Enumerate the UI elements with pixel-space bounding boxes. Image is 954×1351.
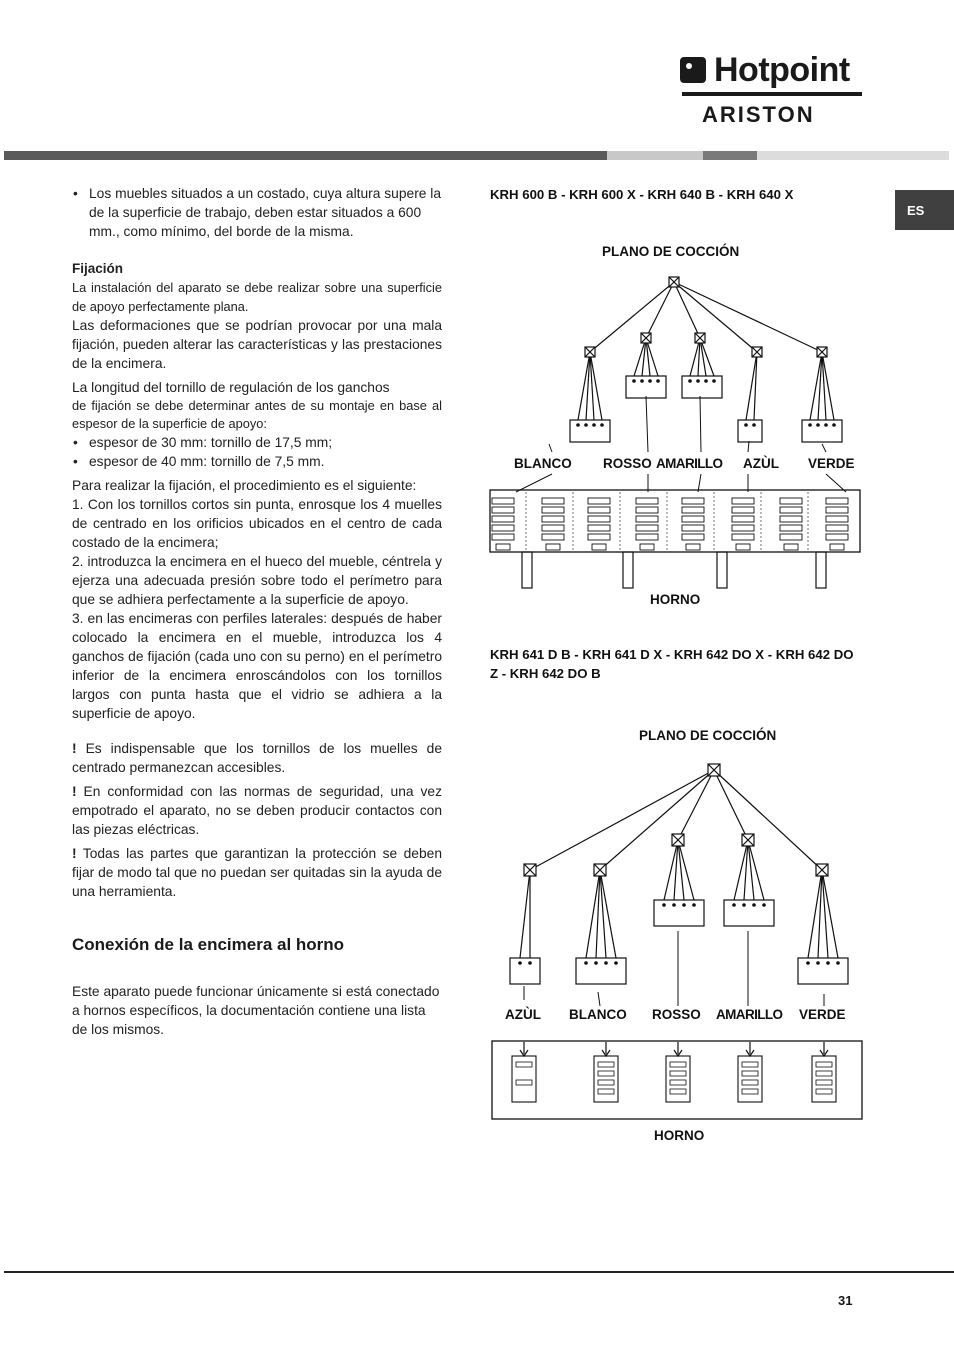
warning-mark: !	[72, 784, 77, 799]
terminal-slot	[780, 507, 802, 513]
procedure-intro: Para realizar la fijación, el procedimiento es el siguiente:	[72, 478, 417, 493]
tornillo-paragraph-a: La longitud del tornillo de regulación de los ganchos	[72, 380, 390, 395]
stripe-segment	[703, 151, 757, 160]
terminal-block	[682, 376, 722, 398]
brand-secondary: ARISTON	[702, 102, 815, 127]
terminal-slot	[492, 525, 514, 531]
oven-connector	[812, 1056, 836, 1102]
terminal-block	[802, 420, 842, 442]
terminal-slot	[542, 525, 564, 531]
terminal-slot	[826, 516, 848, 522]
terminal-slot	[636, 507, 658, 513]
fijacion-heading: Fijación	[72, 261, 124, 276]
terminal-slot	[682, 498, 704, 504]
terminal-slot	[492, 507, 514, 513]
terminal-slot	[636, 516, 658, 522]
brand-logo	[680, 52, 870, 132]
text-column	[72, 184, 442, 1039]
terminal-slot	[588, 534, 610, 540]
diagram2-top-label: PLANO DE COCCIÓN	[639, 728, 777, 743]
oven-connector	[666, 1056, 690, 1102]
warning-3: ! Todas las partes que garantizan la protección se deben fijar de modo tal que no puedan ser quitadas sin la ayuda de una herramienta.	[72, 846, 442, 899]
diagram2-label: AMARILLO	[716, 1007, 783, 1022]
diagram1-wiring	[486, 266, 866, 596]
diagram1-title: KRH 600 B - KRH 600 X - KRH 640 B - KRH 640 X	[490, 187, 794, 202]
diagram2-label: AZÙL	[505, 1007, 541, 1022]
terminal-slot	[542, 534, 564, 540]
terminal-slot	[636, 534, 658, 540]
espesor-list	[72, 433, 442, 471]
fijacion-paragraph-1: La instalación del aparato se debe realizar sobre una superficie de apoyo perfectamente plana.	[72, 280, 442, 314]
terminal-slot	[682, 525, 704, 531]
terminal-block	[654, 900, 704, 926]
terminal-slot	[588, 516, 610, 522]
terminal-block	[724, 900, 774, 926]
terminal-block	[738, 420, 762, 442]
terminal-slot	[780, 498, 802, 504]
terminal-slot	[492, 516, 514, 522]
terminal-slot	[826, 507, 848, 513]
terminal-slot	[780, 525, 802, 531]
procedure-step-3: 3. en las encimeras con perfiles laterales: después de haber colocado la encimera en el mueble, introduzca los 4 ganchos de fijación (cada uno con su perno) en el perímetro inferior de la encimera enroscándolos con los tornillos largos con punta hasta que el vidrio se adhiera a la superficie de apoyo.	[72, 611, 442, 721]
diagram1-bottom-label: HORNO	[650, 592, 701, 607]
espesor-item: • espesor de 40 mm: tornillo de 7,5 mm.	[72, 452, 442, 471]
section-body: Este aparato puede funcionar únicamente si está conectado a hornos específicos, la documentación contiene una lista de los mismos.	[72, 984, 440, 1037]
oven-connector	[512, 1056, 536, 1102]
oven-connector	[594, 1056, 618, 1102]
terminal-slot	[636, 498, 658, 504]
logo-mark-icon	[680, 57, 706, 83]
stripe-segment	[4, 151, 607, 160]
diagram1-top-label: PLANO DE COCCIÓN	[602, 244, 740, 259]
terminal-slot	[542, 507, 564, 513]
terminal-slot	[826, 534, 848, 540]
page-number: 31	[838, 1293, 853, 1308]
terminal-slot	[542, 498, 564, 504]
procedure-step-2: 2. introduzca la encimera en el hueco del mueble, céntrela y ejerza una adecuada presión sobre todo el perímetro para que se adhiera perfectamente a la superficie de apoyo.	[72, 554, 442, 607]
terminal-block	[626, 376, 666, 398]
terminal-slot	[542, 516, 564, 522]
terminal-slot	[732, 498, 754, 504]
stripe-segment	[607, 151, 703, 160]
warning-mark: !	[72, 846, 77, 861]
terminal-slot	[732, 534, 754, 540]
diagram2-label: ROSSO	[652, 1007, 701, 1022]
terminal-slot	[588, 507, 610, 513]
diagram2-bottom-label: HORNO	[654, 1128, 705, 1143]
warning-mark: !	[72, 741, 77, 756]
header-stripe	[4, 151, 949, 160]
terminal-slot	[732, 507, 754, 513]
espesor-item: • espesor de 30 mm: tornillo de 17,5 mm;	[72, 433, 442, 452]
section-title: Conexión de la encimera al horno	[72, 935, 345, 954]
terminal-slot	[682, 516, 704, 522]
terminal-slot	[588, 498, 610, 504]
terminal-slot	[826, 498, 848, 504]
diagram1-label: AZÙL	[743, 456, 779, 471]
brand-primary: Hotpoint	[714, 51, 850, 89]
oven-terminal-strip	[490, 490, 860, 552]
diagram1-label: ROSSO	[603, 456, 652, 471]
terminal-slot	[780, 516, 802, 522]
terminal-slot	[732, 516, 754, 522]
diagram1-label: VERDE	[808, 456, 855, 471]
terminal-slot	[826, 525, 848, 531]
terminal-slot	[780, 534, 802, 540]
stripe-segment	[757, 151, 949, 160]
procedure-step-1: 1. Con los tornillos cortos sin punta, enrosque los 4 muelles de centrado en los orificios ubicados en el centro de cada costado de la encimera;	[72, 497, 442, 550]
terminal-block	[576, 958, 626, 984]
diagram1-label: BLANCO	[514, 456, 572, 471]
terminal-slot	[588, 525, 610, 531]
warning-2: ! En conformidad con las normas de seguridad, una vez empotrado el aparato, no se deben producir contactos con las piezas eléctricas.	[72, 784, 442, 837]
terminal-block	[798, 958, 848, 984]
bullet-muebles: • Los muebles situados a un costado, cuya altura supere la de la superficie de trabajo, deben estar situados a 600 mm., como mínimo, del borde de la misma.	[72, 184, 442, 241]
oven-connector	[738, 1056, 762, 1102]
diagram2-wiring	[486, 756, 866, 1126]
tornillo-paragraph-b: de fijación se debe determinar antes de su montaje en base al espesor de la superficie de apoyo:	[72, 398, 442, 431]
diagram2-label: BLANCO	[569, 1007, 627, 1022]
terminal-slot	[682, 507, 704, 513]
bullet-list	[72, 184, 442, 241]
diagram1-label: AMARILLO	[656, 456, 723, 471]
terminal-slot	[492, 498, 514, 504]
logo-divider	[682, 92, 862, 96]
terminal-slot	[682, 534, 704, 540]
fijacion-paragraph-2: Las deformaciones que se podrían provocar por una mala fijación, pueden alterar las características y las prestaciones de la encimera.	[72, 318, 442, 371]
terminal-block	[510, 958, 540, 984]
terminal-slot	[732, 525, 754, 531]
diagram2-label: VERDE	[799, 1007, 846, 1022]
terminal-slot	[492, 534, 514, 540]
warning-1: ! Es indispensable que los tornillos de los muelles de centrado permanezcan accesibles.	[72, 741, 442, 775]
footer-rule	[4, 1271, 954, 1273]
terminal-slot	[636, 525, 658, 531]
terminal-block	[570, 420, 610, 442]
language-tab: ES	[895, 190, 954, 230]
diagram2-title: KRH 641 D B - KRH 641 D X - KRH 642 DO X - KRH 642 DO Z - KRH 642 DO B	[490, 647, 854, 681]
